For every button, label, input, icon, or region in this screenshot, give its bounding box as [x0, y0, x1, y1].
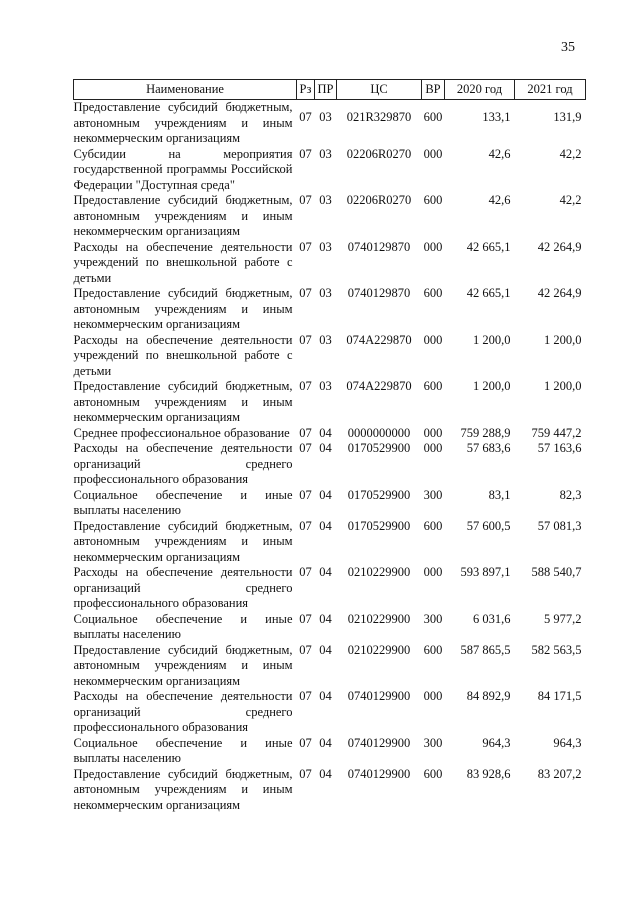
row-rz: 07 [299, 441, 312, 455]
row-vr: 300 [423, 735, 443, 750]
row-pr: 04 [319, 611, 332, 626]
row-name: Предоставление субсидий бюджетным, автономным учреждениям и иным некоммерческим организациям [73, 193, 293, 238]
row-value-2020: 6 031,6 [473, 611, 511, 626]
row-vr: 000 [423, 689, 443, 703]
header-pr: ПР [315, 80, 337, 100]
row-rz: 07 [299, 642, 312, 657]
row-value-2021: 759 447,2 [531, 425, 582, 440]
table-row [74, 736, 586, 767]
row-cs: 02206R0270 [346, 193, 412, 207]
table-row [74, 441, 586, 488]
row-rz: 07 [299, 518, 312, 533]
table-row [74, 519, 586, 566]
row-name: Расходы на обеспечение деятельности организаций среднего профессионального образования [73, 565, 293, 610]
row-vr: 600 [423, 379, 443, 393]
row-pr: 04 [319, 565, 332, 579]
page-number: 35 [561, 40, 575, 55]
header-name: Наименование [74, 80, 297, 100]
row-rz: 07 [299, 766, 312, 781]
row-cs: 0170529900 [347, 518, 411, 533]
row-value-2020: 593 897,1 [460, 565, 511, 579]
row-name: Предоставление субсидий бюджетным, автономным учреждениям и иным некоммерческим организациям [73, 518, 293, 564]
row-vr: 000 [423, 146, 443, 161]
row-rz: 07 [299, 735, 312, 750]
row-pr: 03 [319, 239, 332, 254]
row-rz: 07 [299, 146, 312, 161]
row-vr: 000 [423, 425, 443, 440]
row-pr: 03 [319, 332, 332, 347]
row-value-2020: 964,3 [482, 735, 511, 750]
row-rz: 07 [299, 425, 312, 440]
row-vr: 000 [423, 332, 443, 347]
row-vr: 300 [423, 487, 443, 502]
header-2021: 2021 год [515, 80, 586, 100]
row-name: Предоставление субсидий бюджетным, автономным учреждениям и иным некоммерческим организациям [73, 286, 293, 331]
row-value-2021: 131,9 [553, 110, 582, 124]
row-cs: 0170529900 [347, 487, 411, 502]
row-value-2021: 42 264,9 [537, 239, 582, 254]
row-value-2020: 83,1 [488, 487, 511, 502]
row-value-2021: 588 540,7 [531, 565, 582, 579]
row-rz: 07 [299, 379, 312, 393]
table-row [74, 193, 586, 240]
header-2020: 2020 год [445, 80, 515, 100]
row-value-2021: 1 200,0 [544, 332, 582, 347]
row-name: Социальное обеспечение и иные выплаты населению [73, 735, 293, 765]
row-pr: 04 [319, 642, 332, 657]
row-name: Предоставление субсидий бюджетным, автономным учреждениям и иным некоммерческим организациям [73, 766, 293, 812]
row-name: Субсидии на мероприятия государственной программы Российской Федерации "Доступная среда" [73, 146, 293, 192]
row-name: Предоставление субсидий бюджетным, автономным учреждениям и иным некоммерческим организациям [73, 100, 293, 145]
row-cs: 0740129900 [347, 735, 411, 750]
row-rz: 07 [299, 689, 312, 703]
row-cs: 021R329870 [346, 110, 412, 124]
row-value-2020: 1 200,0 [473, 332, 511, 347]
row-cs: 0740129900 [347, 689, 411, 703]
table-row [74, 612, 586, 643]
table-row [74, 240, 586, 287]
row-pr: 03 [319, 379, 332, 393]
row-name: Среднее профессиональное образование [73, 425, 290, 440]
row-cs: 0740129900 [347, 766, 411, 781]
row-vr: 600 [423, 193, 443, 207]
row-cs: 074A229870 [346, 332, 412, 347]
row-rz: 07 [299, 193, 312, 207]
row-value-2020: 57 600,5 [466, 518, 511, 533]
table-row [74, 379, 586, 426]
row-vr: 000 [423, 441, 443, 455]
table-row [74, 147, 586, 194]
row-vr: 600 [423, 766, 443, 781]
row-pr: 04 [319, 425, 332, 440]
row-value-2021: 964,3 [553, 735, 582, 750]
row-rz: 07 [299, 565, 312, 579]
row-pr: 04 [319, 441, 332, 455]
row-value-2020: 42,6 [488, 193, 511, 207]
row-pr: 03 [319, 286, 332, 300]
row-value-2021: 83 207,2 [537, 766, 582, 781]
row-cs: 0210229900 [347, 642, 411, 657]
table-row [74, 100, 586, 147]
table-row [74, 286, 586, 333]
row-value-2021: 84 171,5 [537, 689, 582, 703]
header-rz: Рз [297, 80, 315, 100]
row-cs: 0000000000 [347, 425, 411, 440]
row-value-2020: 42 665,1 [466, 239, 511, 254]
row-rz: 07 [299, 487, 312, 502]
row-vr: 000 [423, 565, 443, 579]
row-cs: 0170529900 [347, 441, 411, 455]
row-value-2020: 759 288,9 [460, 425, 511, 440]
row-pr: 04 [319, 689, 332, 703]
row-pr: 04 [319, 735, 332, 750]
row-value-2021: 42,2 [559, 193, 582, 207]
row-rz: 07 [299, 110, 312, 124]
row-vr: 600 [423, 286, 443, 300]
row-value-2021: 42 264,9 [537, 286, 582, 300]
row-value-2021: 57 163,6 [537, 441, 582, 455]
row-rz: 07 [299, 239, 312, 254]
row-name: Предоставление субсидий бюджетным, автономным учреждениям и иным некоммерческим организациям [73, 642, 293, 688]
row-cs: 0210229900 [347, 611, 411, 626]
row-value-2020: 84 892,9 [466, 689, 511, 703]
row-pr: 04 [319, 766, 332, 781]
row-value-2021: 582 563,5 [531, 642, 582, 657]
row-pr: 03 [319, 146, 332, 161]
budget-table [73, 79, 586, 813]
row-pr: 03 [319, 110, 332, 124]
row-cs: 0210229900 [347, 565, 411, 579]
row-value-2021: 5 977,2 [544, 611, 582, 626]
row-cs: 0740129870 [347, 239, 411, 254]
row-vr: 600 [423, 642, 443, 657]
table-row [74, 767, 586, 814]
row-value-2020: 133,1 [482, 110, 511, 124]
table-body [74, 100, 586, 814]
row-vr: 000 [423, 239, 443, 254]
table-header-row [74, 80, 586, 100]
table-row [74, 565, 586, 612]
row-value-2020: 57 683,6 [466, 441, 511, 455]
row-cs: 02206R0270 [346, 146, 412, 161]
row-value-2020: 42 665,1 [466, 286, 511, 300]
row-name: Социальное обеспечение и иные выплаты населению [73, 611, 293, 641]
row-value-2021: 1 200,0 [544, 379, 582, 393]
row-value-2021: 82,3 [559, 487, 582, 502]
row-name: Предоставление субсидий бюджетным, автономным учреждениям и иным некоммерческим организациям [73, 379, 293, 424]
row-pr: 03 [319, 193, 332, 207]
row-cs: 0740129870 [347, 286, 411, 300]
row-value-2021: 57 081,3 [537, 518, 582, 533]
row-vr: 300 [423, 611, 443, 626]
row-name: Социальное обеспечение и иные выплаты населению [73, 487, 293, 517]
row-pr: 04 [319, 487, 332, 502]
table-row [74, 689, 586, 736]
table-row [74, 333, 586, 380]
row-rz: 07 [299, 332, 312, 347]
row-value-2020: 1 200,0 [473, 379, 511, 393]
row-value-2021: 42,2 [559, 146, 582, 161]
row-rz: 07 [299, 286, 312, 300]
row-name: Расходы на обеспечение деятельности учреждений по внешкольной работе с детьми [73, 332, 293, 378]
row-rz: 07 [299, 611, 312, 626]
row-name: Расходы на обеспечение деятельности организаций среднего профессионального образования [73, 689, 293, 734]
table-row [74, 488, 586, 519]
row-vr: 600 [423, 110, 443, 124]
row-cs: 074A229870 [346, 379, 412, 393]
header-vr: ВР [422, 80, 445, 100]
table-row [74, 643, 586, 690]
table-row [74, 426, 586, 442]
row-name: Расходы на обеспечение деятельности организаций среднего профессионального образования [73, 441, 293, 486]
row-value-2020: 42,6 [488, 146, 511, 161]
row-vr: 600 [423, 518, 443, 533]
row-value-2020: 83 928,6 [466, 766, 511, 781]
row-value-2020: 587 865,5 [460, 642, 511, 657]
header-cs: ЦС [337, 80, 422, 100]
row-name: Расходы на обеспечение деятельности учреждений по внешкольной работе с детьми [73, 239, 293, 285]
row-pr: 04 [319, 518, 332, 533]
